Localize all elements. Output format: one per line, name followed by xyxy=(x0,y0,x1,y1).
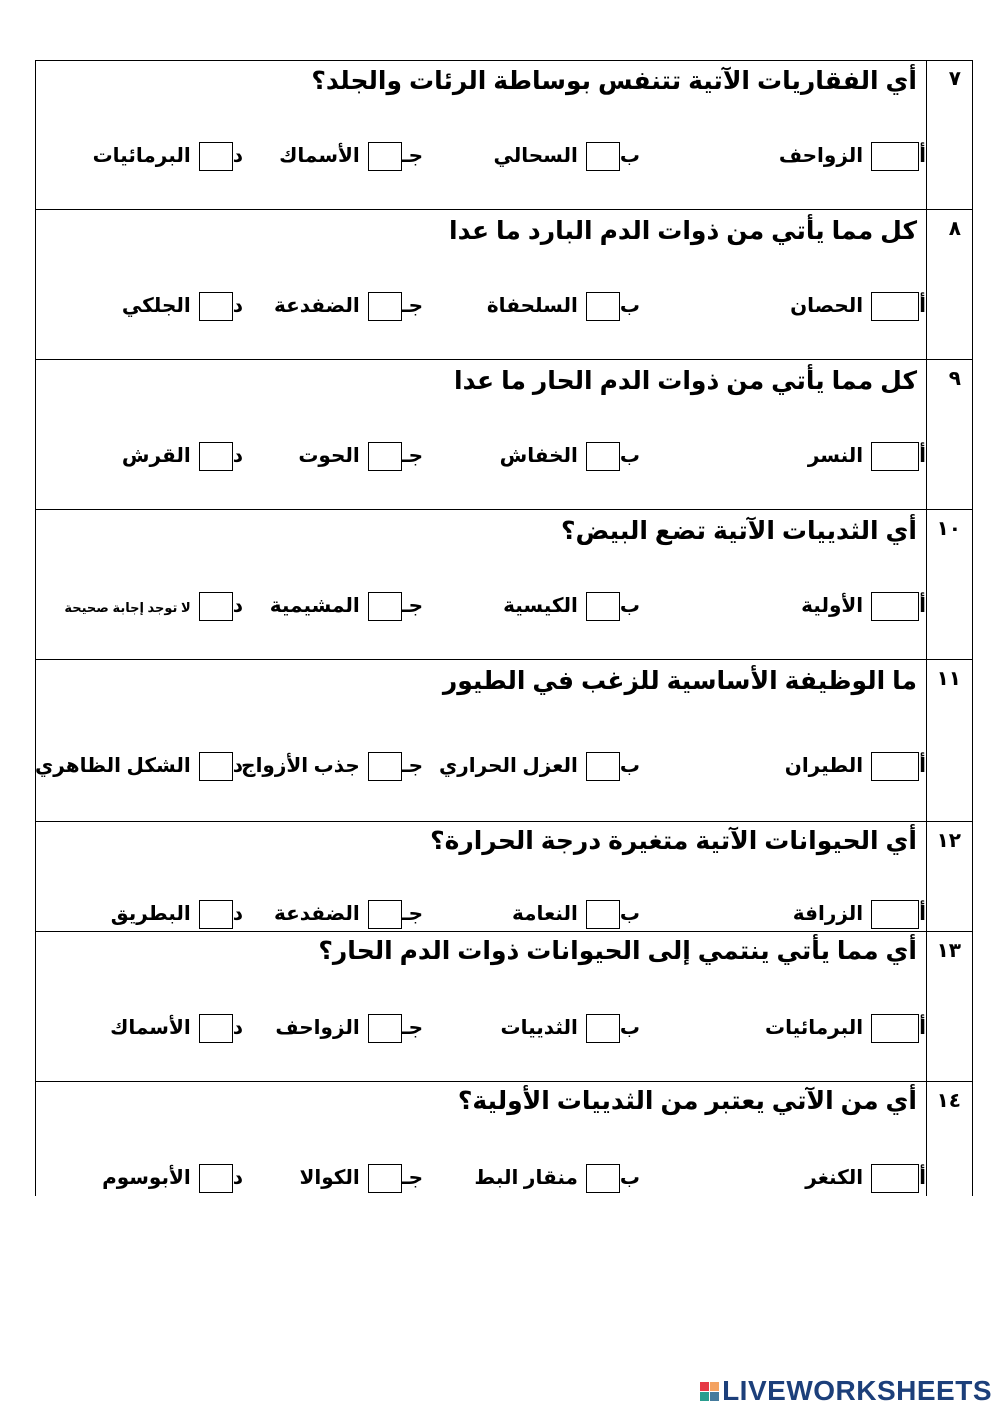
answer-option[interactable] xyxy=(779,142,926,171)
answer-option[interactable] xyxy=(122,442,243,471)
answer-option[interactable] xyxy=(785,752,926,781)
option-answer: الأبوسوم xyxy=(102,1166,191,1189)
answer-box[interactable] xyxy=(368,142,402,171)
option-answer: الحصان xyxy=(790,294,864,317)
option-letter: ب xyxy=(619,144,640,167)
option-answer: الأسماك xyxy=(279,144,360,167)
option-letter: ب xyxy=(619,294,640,317)
question-text: ما الوظيفة الأساسية للزغب في الطيور xyxy=(442,667,917,695)
option-letter: أ xyxy=(919,754,926,777)
answer-option[interactable] xyxy=(801,592,926,621)
option-letter: ب xyxy=(619,444,640,467)
option-answer: جذب الأزواج xyxy=(241,754,360,777)
option-letter: جـ xyxy=(401,1016,423,1039)
answer-option[interactable] xyxy=(501,1014,640,1043)
option-answer: الضفدعة xyxy=(273,902,360,925)
option-answer: لا توجد إجابة صحيحة xyxy=(64,599,191,615)
answer-option[interactable] xyxy=(241,752,423,781)
option-letter: جـ xyxy=(401,1166,423,1189)
option-letter: أ xyxy=(919,1016,926,1039)
question-row xyxy=(35,932,973,1082)
question-number: ٧ xyxy=(948,68,961,90)
option-answer: النعامة xyxy=(512,902,578,925)
answer-box[interactable] xyxy=(586,592,620,621)
answer-option[interactable] xyxy=(274,900,423,929)
answer-box[interactable] xyxy=(199,1014,233,1043)
question-text: كل مما يأتي من ذوات الدم الحار ما عدا xyxy=(454,367,917,395)
option-answer: النسر xyxy=(807,444,864,467)
question-text: أي الفقاريات الآتية تتنفس بوساطة الرئات والجلد؟ xyxy=(311,67,917,95)
answer-box[interactable] xyxy=(199,142,233,171)
answer-box[interactable] xyxy=(199,900,233,929)
answer-box[interactable] xyxy=(368,752,402,781)
question-row xyxy=(35,822,973,932)
option-letter: جـ xyxy=(401,754,423,777)
answer-box[interactable] xyxy=(871,1164,919,1193)
option-answer: البرمائيات xyxy=(92,144,191,167)
answer-box[interactable] xyxy=(586,292,620,321)
question-row xyxy=(35,1082,973,1196)
option-letter: أ xyxy=(919,444,926,467)
option-letter: ب xyxy=(619,1166,640,1189)
brand-text: LIVEWORKSHEETS xyxy=(722,1375,992,1406)
answer-box[interactable] xyxy=(871,142,919,171)
question-text: أي مما يأتي ينتمي إلى الحيوانات ذوات الدم الحار؟ xyxy=(318,937,917,965)
option-letter: جـ xyxy=(401,144,423,167)
question-text: كل مما يأتي من ذوات الدم البارد ما عدا xyxy=(449,217,917,245)
answer-box[interactable] xyxy=(368,292,402,321)
answer-box[interactable] xyxy=(368,592,402,621)
logo-square-1 xyxy=(700,1382,709,1391)
answer-box[interactable] xyxy=(871,900,919,929)
answer-option[interactable] xyxy=(35,752,243,781)
option-answer: الحوت xyxy=(298,444,360,467)
option-letter: د xyxy=(232,294,243,317)
option-letter: جـ xyxy=(401,294,423,317)
option-letter: د xyxy=(232,754,243,777)
option-letter: د xyxy=(232,1166,243,1189)
answer-box[interactable] xyxy=(871,752,919,781)
answer-box[interactable] xyxy=(871,592,919,621)
option-answer: الضفدعة xyxy=(273,294,360,317)
option-answer: المشيمية xyxy=(269,594,360,617)
option-letter: جـ xyxy=(401,444,423,467)
option-letter: أ xyxy=(919,1166,926,1189)
option-answer: الثدييات xyxy=(500,1016,578,1039)
answer-box[interactable] xyxy=(199,1164,233,1193)
answer-option[interactable] xyxy=(474,1164,640,1193)
option-letter: ب xyxy=(619,594,640,617)
option-answer: السحالي xyxy=(493,144,578,167)
answer-option[interactable] xyxy=(93,142,243,171)
option-letter: أ xyxy=(919,294,926,317)
answer-option[interactable] xyxy=(299,1164,423,1193)
option-answer: البطريق xyxy=(110,902,191,925)
logo-square-4 xyxy=(710,1392,719,1401)
question-number: ١١ xyxy=(936,668,961,690)
question-row xyxy=(35,210,973,360)
answer-box[interactable] xyxy=(871,442,919,471)
option-answer: الجلكي xyxy=(121,294,191,317)
option-answer: الكوالا xyxy=(299,1166,360,1189)
answer-option[interactable] xyxy=(494,142,641,171)
option-answer: الأسماك xyxy=(110,1016,191,1039)
answer-box[interactable] xyxy=(199,752,233,781)
option-answer: الزرافة xyxy=(792,902,864,925)
answer-box[interactable] xyxy=(199,292,233,321)
option-answer: الكنغر xyxy=(805,1166,864,1189)
answer-option[interactable] xyxy=(790,292,926,321)
option-answer: الشكل الظاهري xyxy=(34,754,191,777)
option-letter: ب xyxy=(619,1016,640,1039)
option-letter: أ xyxy=(919,902,926,925)
question-text: أي الثدييات الآتية تضع البيض؟ xyxy=(561,517,917,545)
answer-box[interactable] xyxy=(586,142,620,171)
question-number: ١٢ xyxy=(936,830,961,852)
option-answer: البرمائيات xyxy=(764,1016,864,1039)
answer-option[interactable] xyxy=(500,442,640,471)
option-letter: د xyxy=(232,902,243,925)
question-number: ١٣ xyxy=(936,940,961,962)
question-number: ١٤ xyxy=(936,1090,961,1112)
question-number: ٩ xyxy=(948,368,961,390)
answer-box[interactable] xyxy=(586,1014,620,1043)
answer-option[interactable] xyxy=(503,592,640,621)
answer-box[interactable] xyxy=(368,1014,402,1043)
answer-option[interactable] xyxy=(110,1014,243,1043)
answer-box[interactable] xyxy=(199,592,233,621)
option-answer: القرش xyxy=(121,444,191,467)
option-answer: الخفاش xyxy=(499,444,578,467)
option-answer: السلحفاة xyxy=(486,294,578,317)
answer-box[interactable] xyxy=(586,1164,620,1193)
answer-box[interactable] xyxy=(368,900,402,929)
answer-option[interactable] xyxy=(122,292,243,321)
answer-option[interactable] xyxy=(765,1014,926,1043)
answer-box[interactable] xyxy=(368,442,402,471)
option-answer: الأولية xyxy=(801,594,864,617)
answer-box[interactable] xyxy=(586,900,620,929)
answer-option[interactable] xyxy=(111,900,243,929)
answer-option[interactable] xyxy=(298,442,423,471)
option-answer: منقار البط xyxy=(474,1166,578,1189)
option-answer: الكيسية xyxy=(503,594,578,617)
option-letter: ب xyxy=(619,754,640,777)
question-text: أي من الآتي يعتبر من الثدييات الأولية؟ xyxy=(457,1087,917,1115)
answer-box[interactable] xyxy=(871,292,919,321)
answer-option[interactable] xyxy=(793,900,926,929)
answer-option[interactable] xyxy=(439,752,640,781)
question-row xyxy=(35,360,973,510)
option-letter: د xyxy=(232,144,243,167)
logo-square-2 xyxy=(710,1382,719,1391)
liveworksheets-brand xyxy=(700,1375,992,1407)
answer-box[interactable] xyxy=(871,1014,919,1043)
answer-option[interactable] xyxy=(64,592,243,621)
option-letter: د xyxy=(232,1016,243,1039)
answer-option[interactable] xyxy=(512,900,640,929)
option-answer: الزواحف xyxy=(778,144,864,167)
option-letter: ب xyxy=(619,902,640,925)
logo-square-3 xyxy=(700,1392,709,1401)
question-row xyxy=(35,60,973,210)
liveworksheets-logo-icon xyxy=(700,1382,719,1401)
question-text: أي الحيوانات الآتية متغيرة درجة الحرارة؟ xyxy=(430,827,917,855)
answer-option[interactable] xyxy=(275,1014,423,1043)
answer-option[interactable] xyxy=(279,142,423,171)
option-letter: د xyxy=(232,444,243,467)
option-letter: جـ xyxy=(401,902,423,925)
question-number: ٨ xyxy=(948,218,961,240)
answer-option[interactable] xyxy=(102,1164,243,1193)
option-letter: أ xyxy=(919,144,926,167)
question-row xyxy=(35,510,973,660)
answer-option[interactable] xyxy=(487,292,640,321)
option-letter: د xyxy=(232,594,243,617)
answer-box[interactable] xyxy=(586,752,620,781)
answer-box[interactable] xyxy=(368,1164,402,1193)
option-letter: جـ xyxy=(401,594,423,617)
option-answer: الطيران xyxy=(784,754,864,777)
answer-option[interactable] xyxy=(274,292,423,321)
answer-option[interactable] xyxy=(270,592,423,621)
answer-option[interactable] xyxy=(808,442,926,471)
question-number: ١٠ xyxy=(936,518,961,540)
answer-box[interactable] xyxy=(199,442,233,471)
option-letter: أ xyxy=(919,594,926,617)
question-row xyxy=(35,660,973,822)
option-answer: العزل الحراري xyxy=(438,754,578,777)
option-answer: الزواحف xyxy=(275,1016,360,1039)
answer-box[interactable] xyxy=(586,442,620,471)
answer-option[interactable] xyxy=(805,1164,926,1193)
